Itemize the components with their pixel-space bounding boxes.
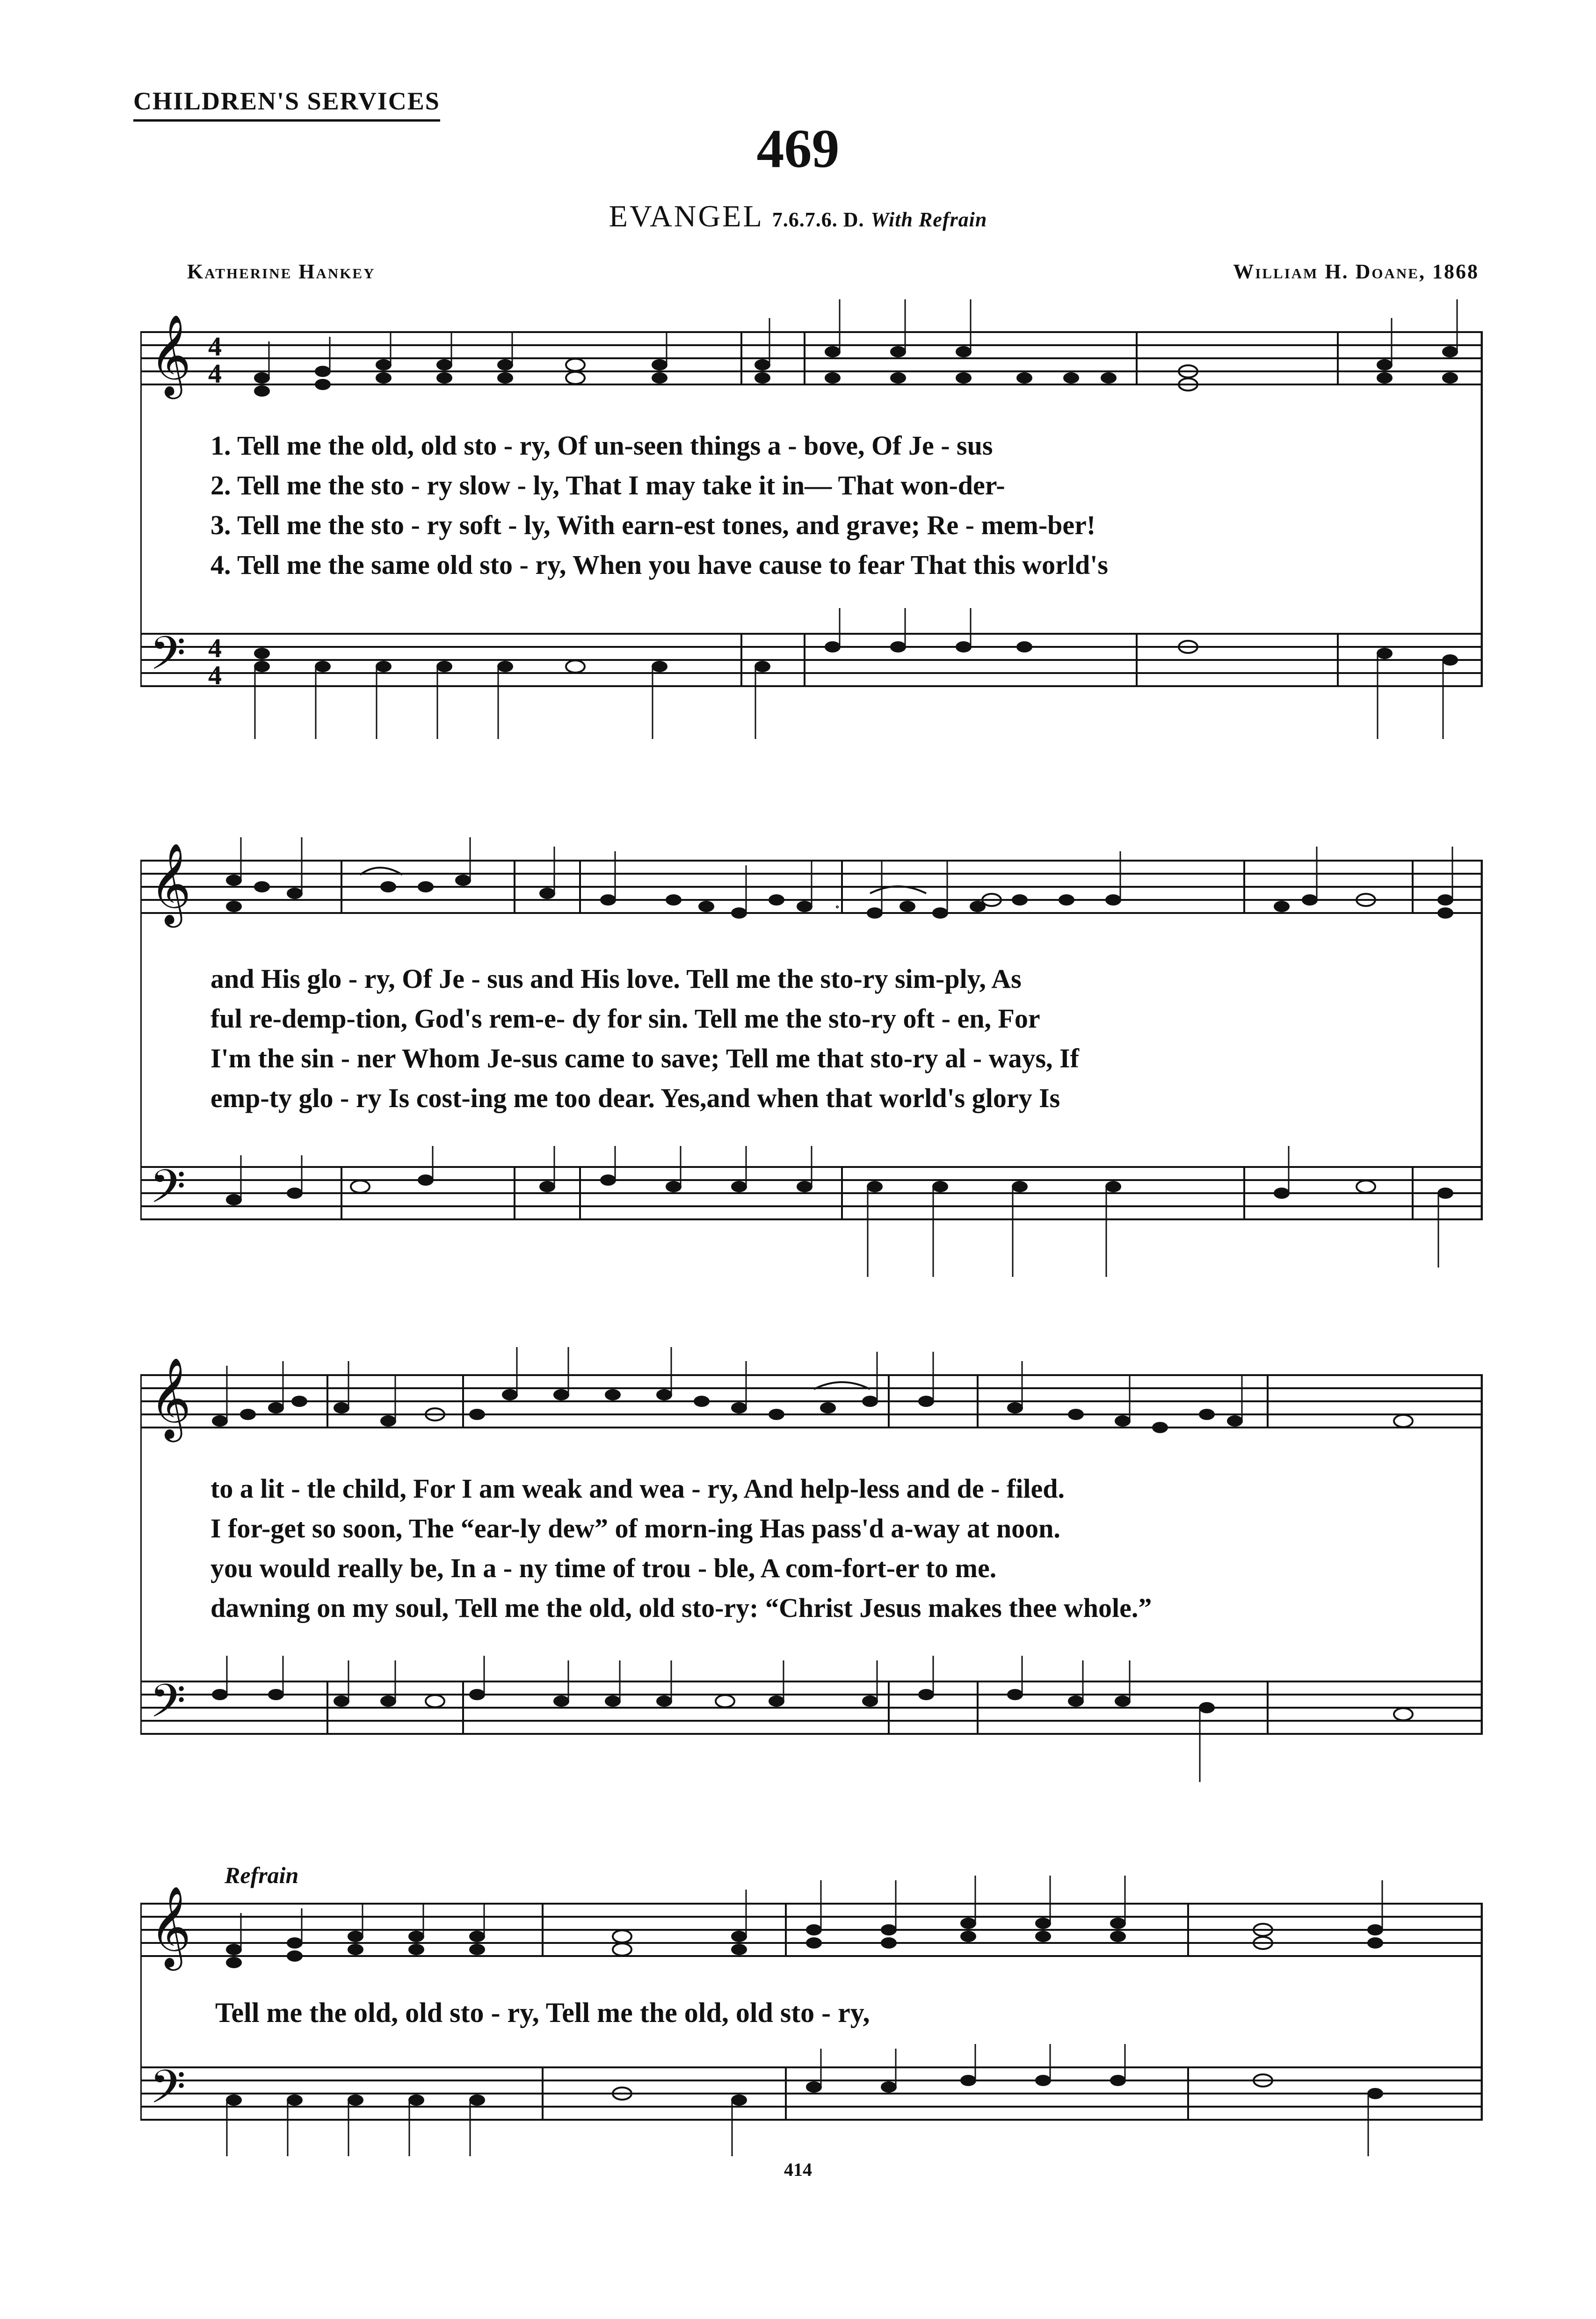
tune-meter: 7.6.7.6. D.	[772, 208, 864, 231]
refrain-label: Refrain	[225, 1862, 299, 1888]
lyric-refrain: Tell me the old, old sto - ry, Tell me the old, old sto - ry,	[215, 1997, 870, 2028]
lyric-verse-3: I'm the sin - ner Whom Je-sus came to save; Tell me that sto-ry al - ways, If	[210, 1043, 1079, 1073]
svg-text:𝄢: 𝄢	[150, 1160, 186, 1225]
svg-text:4: 4	[208, 331, 222, 362]
lyric-verse-1: 1. Tell me the old, old sto - ry, Of un-seen things a - bove, Of Je - sus	[210, 430, 993, 461]
lyric-verse-4: emp-ty glo - ry Is cost-ing me too dear. Yes,and when that world's glory Is	[210, 1083, 1060, 1113]
svg-text:4: 4	[208, 633, 222, 663]
svg-text:4: 4	[208, 358, 222, 389]
music-system-1	[140, 290, 1483, 758]
svg-text:4: 4	[208, 660, 222, 690]
svg-text:𝄢: 𝄢	[150, 627, 186, 692]
hymn-number: 469	[756, 118, 840, 179]
svg-text:𝄢: 𝄢	[150, 1674, 186, 1739]
music-system-refrain	[140, 1862, 1483, 2166]
lyric-verse-2: I for-get so soon, The “ear-ly dew” of morn-ing Has pass'd a-way at noon.	[210, 1513, 1060, 1544]
page-number: 414	[784, 2159, 812, 2180]
refrain-note: With Refrain	[871, 208, 987, 231]
lyric-verse-4: 4. Tell me the same old sto - ry, When you have cause to fear That this world's	[210, 550, 1108, 580]
tune-name: EVANGEL	[609, 199, 764, 233]
lyric-verse-1: and His glo - ry, Of Je - sus and His love. Tell me the sto-ry sim-ply, As	[210, 964, 1022, 994]
music-system-2	[140, 819, 1483, 1310]
svg-text:𝄞: 𝄞	[150, 314, 191, 396]
music-system-3	[140, 1333, 1483, 1801]
composer-credit: William H. Doane, 1868	[1233, 260, 1479, 283]
lyric-verse-3: you would really be, In a - ny time of trou - ble, A com-fort-er to me.	[210, 1553, 997, 1583]
lyric-verse-3: 3. Tell me the sto - ry soft - ly, With earn-est tones, and grave; Re - mem-ber!	[210, 510, 1096, 540]
lyric-verse-2: 2. Tell me the sto - ry slow - ly, That I may take it in— That won-der-	[210, 470, 1005, 500]
svg-text:𝄞: 𝄞	[150, 1357, 191, 1439]
svg-text:𝄢: 𝄢	[150, 2060, 186, 2125]
lyric-verse-4: dawning on my soul, Tell me the old, old sto-ry: “Christ Jesus makes thee whole.”	[210, 1593, 1152, 1623]
author-credit: Katherine Hankey	[187, 260, 376, 283]
lyric-verse-1: to a lit - tle child, For I am weak and wea - ry, And help-less and de - filed.	[210, 1473, 1065, 1504]
lyric-verse-2: ful re-demp-tion, God's rem-e- dy for sin. Tell me the sto-ry oft - en, For	[210, 1003, 1040, 1034]
tune-line	[0, 199, 1596, 234]
svg-text:𝄞: 𝄞	[150, 843, 191, 924]
svg-text:𝄞: 𝄞	[150, 1886, 191, 1967]
section-header: CHILDREN'S SERVICES	[133, 87, 440, 122]
